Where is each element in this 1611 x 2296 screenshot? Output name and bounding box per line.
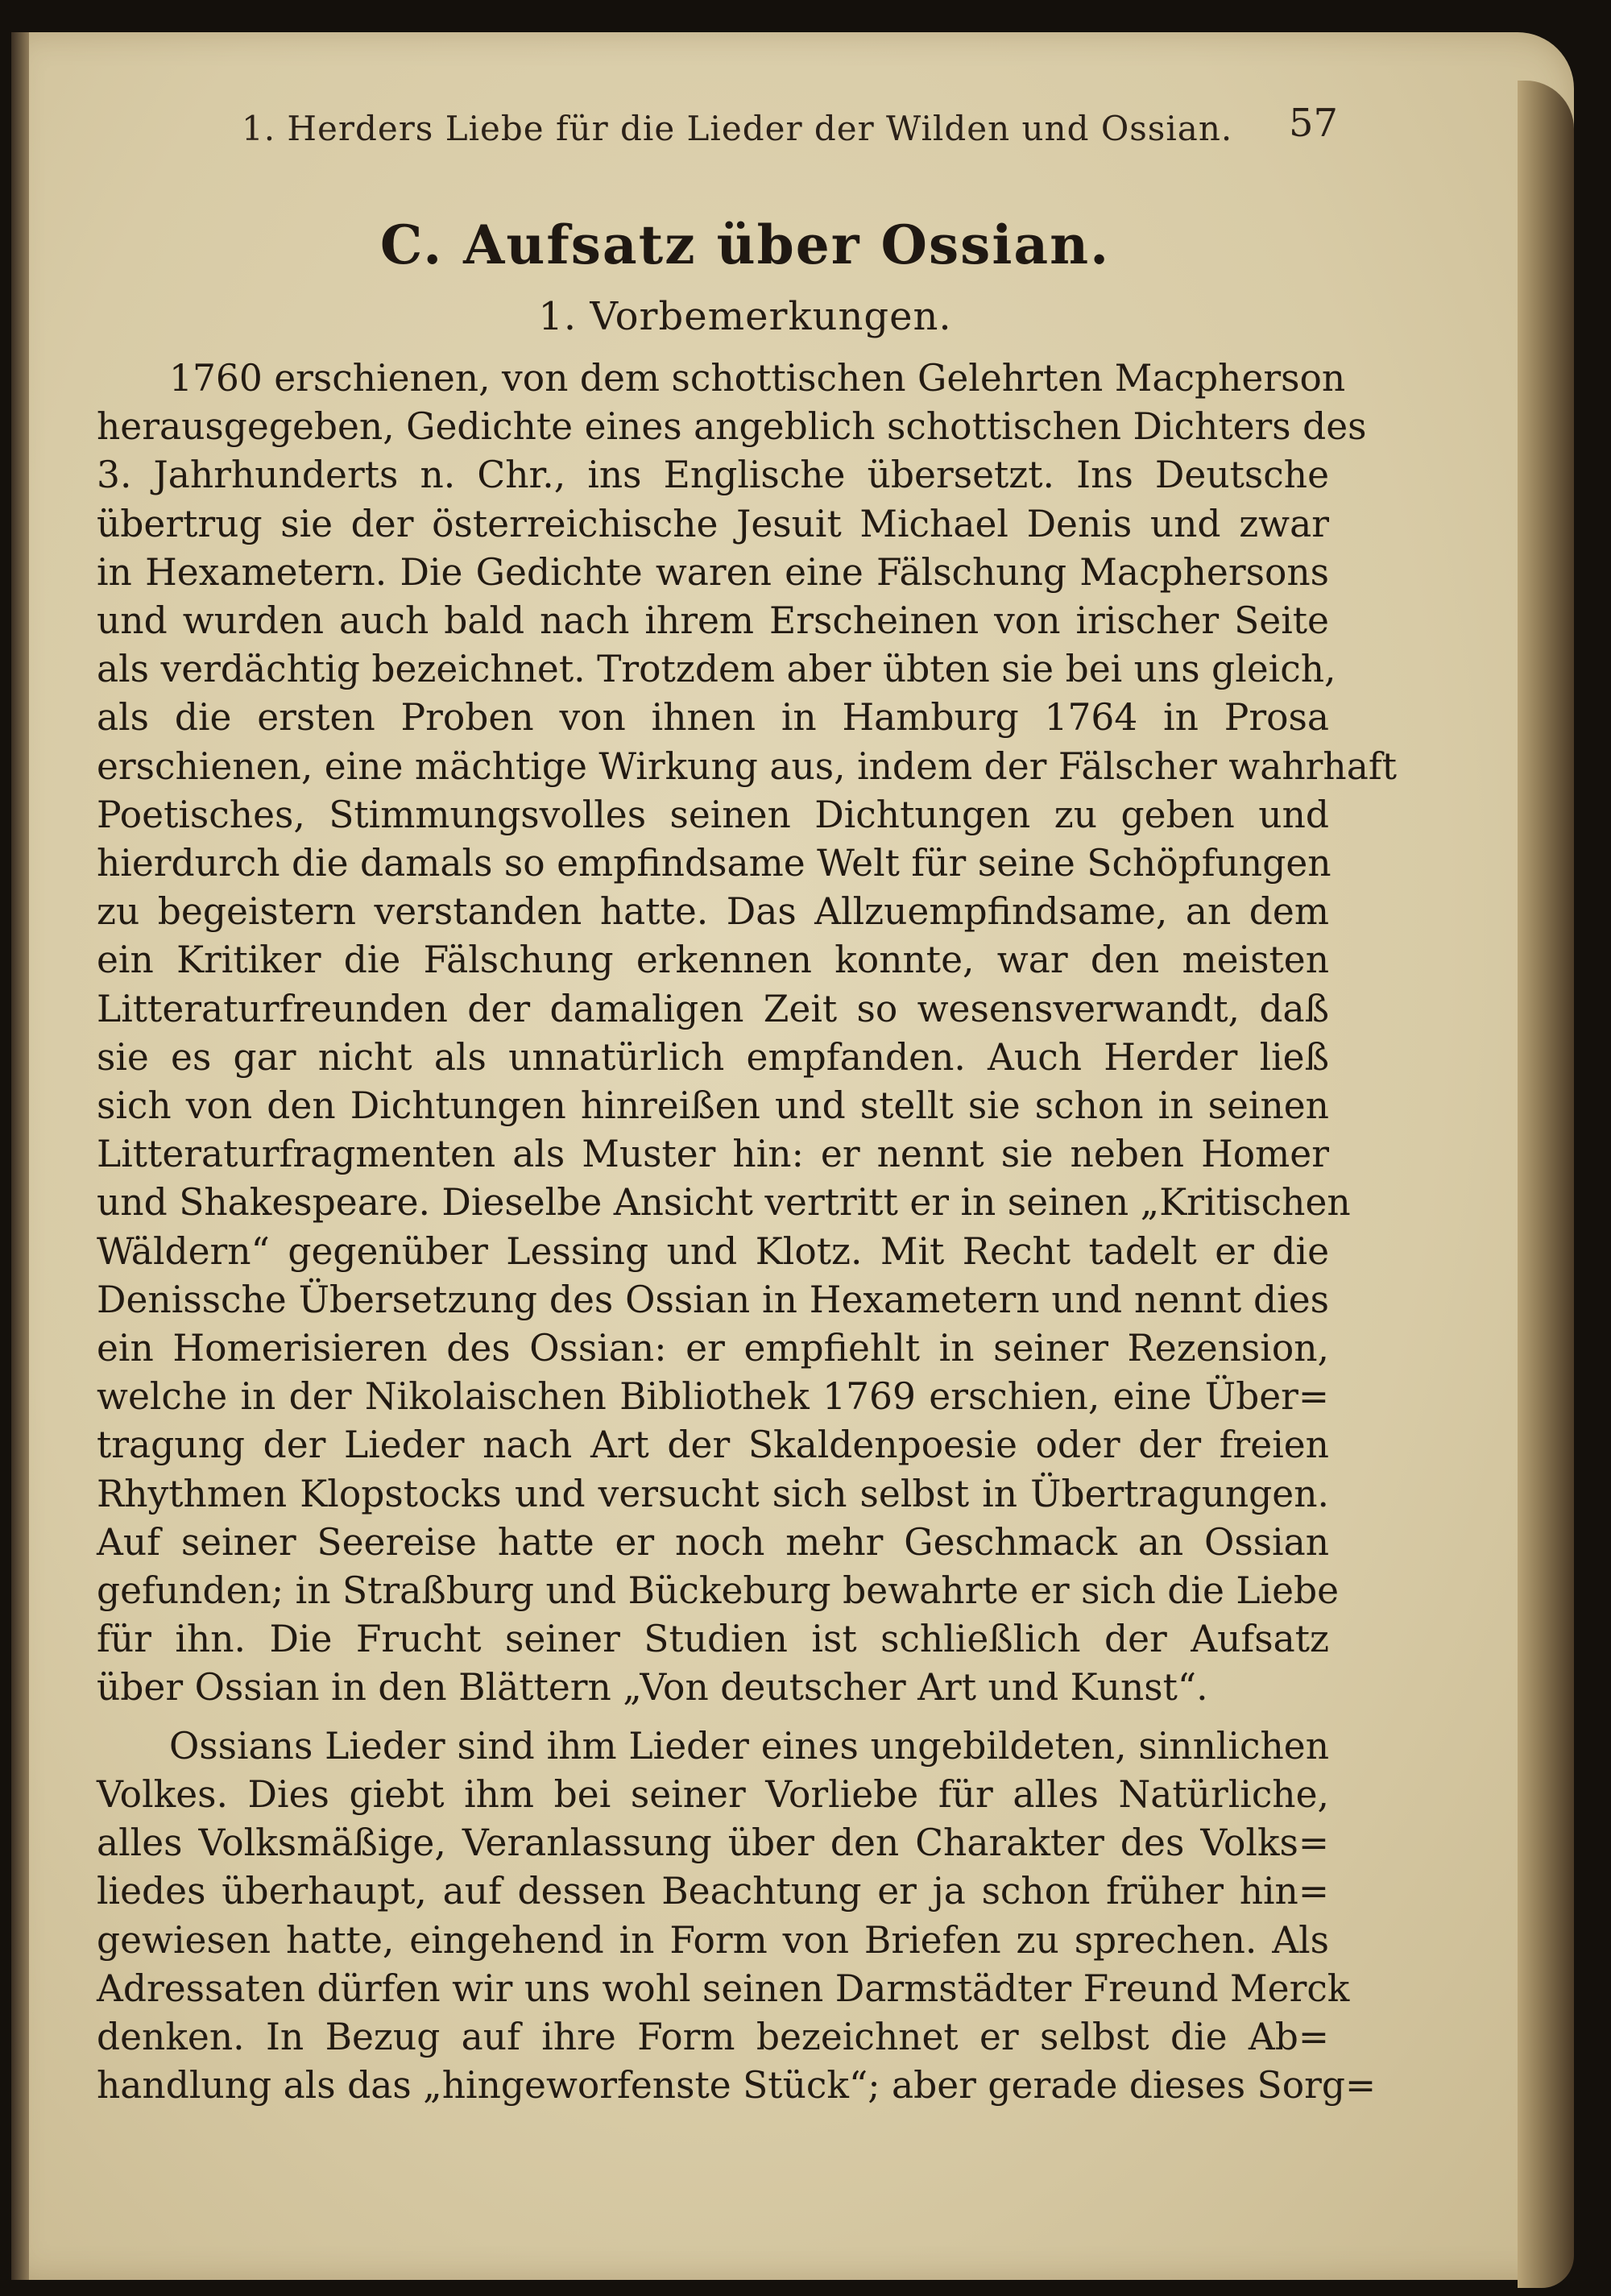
- text-line: sich von den Dichtungen hinreißen und stellt sie schon in seinen: [97, 1084, 1329, 1128]
- section-title: C. Aufsatz über Ossian.: [379, 213, 1111, 276]
- page-number: 57: [1289, 101, 1339, 146]
- text-line: zu begeistern verstanden hatte. Das Allzuempfindsame, an dem: [97, 890, 1329, 934]
- text-line: Auf seiner Seereise hatte er noch mehr Geschmack an Ossian: [97, 1520, 1329, 1564]
- text-line: Ossians Lieder sind ihm Lieder eines ungebildeten, sinnlichen: [169, 1724, 1329, 1768]
- text-line: 1760 erschienen, von dem schottischen Gelehrten Macpherson: [169, 357, 1346, 400]
- text-line: ein Homerisieren des Ossian: er empfiehlt in seiner Rezension,: [97, 1327, 1329, 1370]
- text-line: als verdächtig bezeichnet. Trotzdem aber übten sie bei uns gleich,: [97, 648, 1336, 691]
- paragraph-1: [97, 354, 1397, 1713]
- paragraph-gap: [97, 1713, 1329, 1722]
- text-line: tragung der Lieder nach Art der Skaldenpoesie oder der freien: [97, 1424, 1329, 1467]
- subsection-title: 1. Vorbemerkungen.: [538, 294, 952, 339]
- text-line: Adressaten dürfen wir uns wohl seinen Darmstädter Freund Merck: [97, 1967, 1350, 2010]
- body-text: [97, 354, 1397, 2110]
- text-line: alles Volksmäßige, Veranlassung über den Charakter des Volks=: [97, 1821, 1329, 1865]
- text-line: und Shakespeare. Dieselbe Ansicht vertritt er in seinen „Kritischen: [97, 1181, 1351, 1225]
- text-line: Litteraturfreunden der damaligen Zeit so wesensverwandt, daß: [97, 987, 1329, 1030]
- text-line: Denissche Übersetzung des Ossian in Hexametern und nennt dies: [97, 1278, 1329, 1321]
- paragraph-2: [97, 1722, 1377, 2111]
- gutter-edge: [11, 32, 29, 2280]
- text-line: Rhythmen Klopstocks und versucht sich selbst in Übertragungen.: [97, 1472, 1329, 1515]
- text-line: Litteraturfragmenten als Muster hin: er nennt sie neben Homer: [97, 1133, 1329, 1176]
- text-line: über Ossian in den Blättern „Von deutscher Art und Kunst“.: [97, 1666, 1208, 1710]
- text-line: liedes überhaupt, auf dessen Beachtung er ja schon früher hin=: [97, 1870, 1329, 1913]
- text-line: und wurden auch bald nach ihrem Erscheinen von irischer Seite: [97, 599, 1329, 643]
- text-line: gewiesen hatte, eingehend in Form von Briefen zu sprechen. Als: [97, 1918, 1329, 1962]
- text-line: für ihn. Die Frucht seiner Studien ist schließlich der Aufsatz: [97, 1618, 1329, 1661]
- text-line: welche in der Nikolaischen Bibliothek 1769 erschien, eine Über=: [97, 1375, 1329, 1419]
- text-line: denken. In Bezug auf ihre Form bezeichnet er selbst die Ab=: [97, 2015, 1329, 2058]
- text-line: hierdurch die damals so empfindsame Welt für seine Schöpfungen: [97, 842, 1331, 885]
- text-line: in Hexametern. Die Gedichte waren eine Fälschung Macphersons: [97, 550, 1329, 594]
- text-line: Poetisches, Stimmungsvolles seinen Dichtungen zu geben und: [97, 793, 1329, 836]
- page-stack-edge: [1518, 81, 1574, 2288]
- text-line: 3. Jahrhunderts n. Chr., ins Englische übersetzt. Ins Deutsche: [97, 454, 1329, 497]
- text-line: ein Kritiker die Fälschung erkennen konnte, war den meisten: [97, 939, 1329, 982]
- running-head: 1. Herders Liebe für die Lieder der Wilden und Ossian.: [242, 109, 1233, 148]
- text-line: Volkes. Dies giebt ihm bei seiner Vorliebe für alles Natürliche,: [97, 1772, 1329, 1816]
- text-line: erschienen, eine mächtige Wirkung aus, indem der Fälscher wahrhaft: [97, 744, 1397, 788]
- text-line: übertrug sie der österreichische Jesuit Michael Denis und zwar: [97, 502, 1329, 545]
- text-line: herausgegeben, Gedichte eines angeblich schottischen Dichters des: [97, 405, 1367, 449]
- text-line: als die ersten Proben von ihnen in Hamburg 1764 in Prosa: [97, 696, 1329, 740]
- text-line: Wäldern“ gegenüber Lessing und Klotz. Mit Recht tadelt er die: [97, 1229, 1329, 1273]
- text-line: sie es gar nicht als unnatürlich empfanden. Auch Herder ließ: [97, 1035, 1329, 1079]
- text-line: handlung als das „hingeworfenste Stück“; aber gerade dieses Sorg=: [97, 2064, 1377, 2107]
- text-line: gefunden; in Straßburg und Bückeburg bewahrte er sich die Liebe: [97, 1569, 1340, 1613]
